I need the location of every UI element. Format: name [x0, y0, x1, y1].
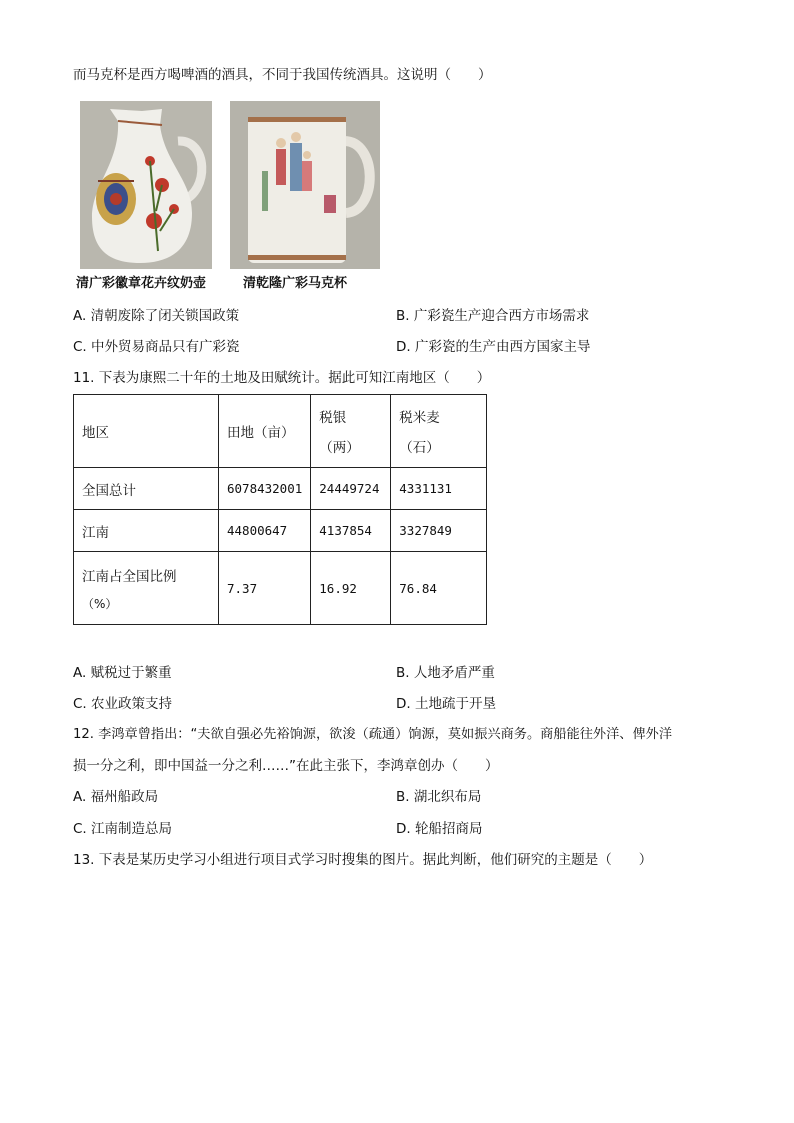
header-silver-unit: （两）: [319, 440, 360, 456]
table-cell: 24449724: [311, 468, 391, 510]
header-grain-label: 税米麦: [399, 410, 440, 426]
q11-option-d[interactable]: D. 土地疏于开垦: [396, 696, 496, 712]
q10-option-b[interactable]: B. 广彩瓷生产迎合西方市场需求: [396, 308, 590, 324]
table-cell: 3327849: [391, 510, 487, 552]
ratio-unit: （%）: [82, 596, 118, 611]
q10-option-d[interactable]: D. 广彩瓷的生产由西方国家主导: [396, 339, 591, 355]
table-header-silver-tax: [311, 395, 391, 468]
header-grain-unit: （石）: [399, 440, 440, 456]
table-cell: 44800647: [219, 510, 311, 552]
question-12-stem-line2: 损一分之利，即中国益一分之利……”在此主张下，李鸿章创办（ ）: [73, 758, 499, 774]
table-cell: 4137854: [311, 510, 391, 552]
milk-jug-image: [80, 101, 212, 269]
q10-option-a[interactable]: A. 清朝废除了闭关锁国政策: [73, 308, 240, 324]
q10-option-c[interactable]: C. 中外贸易商品只有广彩瓷: [73, 339, 240, 355]
table-row: [74, 468, 487, 510]
table-header-farmland: 田地（亩）: [219, 395, 311, 468]
question-12-stem-line1: 12. 李鸿章曾指出：“夫欲自强必先裕饷源，欲浚（疏通）饷源，莫如振兴商务。商船能往外洋、俾外洋: [73, 727, 673, 742]
table-cell: 7.37: [219, 552, 311, 625]
table-cell: 江南: [74, 510, 219, 552]
ratio-label: 江南占全国比例: [82, 568, 177, 585]
q11-option-c[interactable]: C. 农业政策支持: [73, 696, 173, 712]
table-cell: 6078432001: [219, 468, 311, 510]
figure-caption-milk-jug: 清广彩徽章花卉纹奶壶: [76, 276, 207, 291]
table-cell: 4331131: [391, 468, 487, 510]
question-10-stem-end: 而马克杯是西方喝啤酒的酒具，不同于我国传统酒具。这说明（ ）: [73, 67, 492, 83]
q12-option-d[interactable]: D. 轮船招商局: [396, 821, 483, 837]
table-cell: 76.84: [391, 552, 487, 625]
q11-option-b[interactable]: B. 人地矛盾严重: [396, 665, 495, 681]
land-tax-table: [73, 394, 487, 625]
q12-option-c[interactable]: C. 江南制造总局: [73, 821, 173, 837]
table-header-row: [74, 395, 487, 468]
question-13-stem: 13. 下表是某历史学习小组进行项目式学习时搜集的图片。据此判断，他们研究的主题是（ ）: [73, 852, 653, 868]
question-11-stem: 11. 下表为康熙二十年的土地及田赋统计。据此可知江南地区（ ）: [73, 370, 491, 386]
figure-caption-mug: 清乾隆广彩马克杯: [243, 276, 348, 291]
table-row: [74, 552, 487, 625]
q12-option-a[interactable]: A. 福州船政局: [73, 789, 159, 805]
header-silver-label: 税银: [319, 410, 347, 426]
table-row: [74, 510, 487, 552]
q12-option-b[interactable]: B. 湖北织布局: [396, 789, 482, 805]
table-cell-ratio: [74, 552, 219, 625]
mug-image: [230, 101, 380, 269]
q11-option-a[interactable]: A. 赋税过于繁重: [73, 665, 172, 681]
table-header-grain-tax: [391, 395, 487, 468]
table-header-region: 地区: [74, 395, 219, 468]
table-cell: 16.92: [311, 552, 391, 625]
table-cell: 全国总计: [74, 468, 219, 510]
